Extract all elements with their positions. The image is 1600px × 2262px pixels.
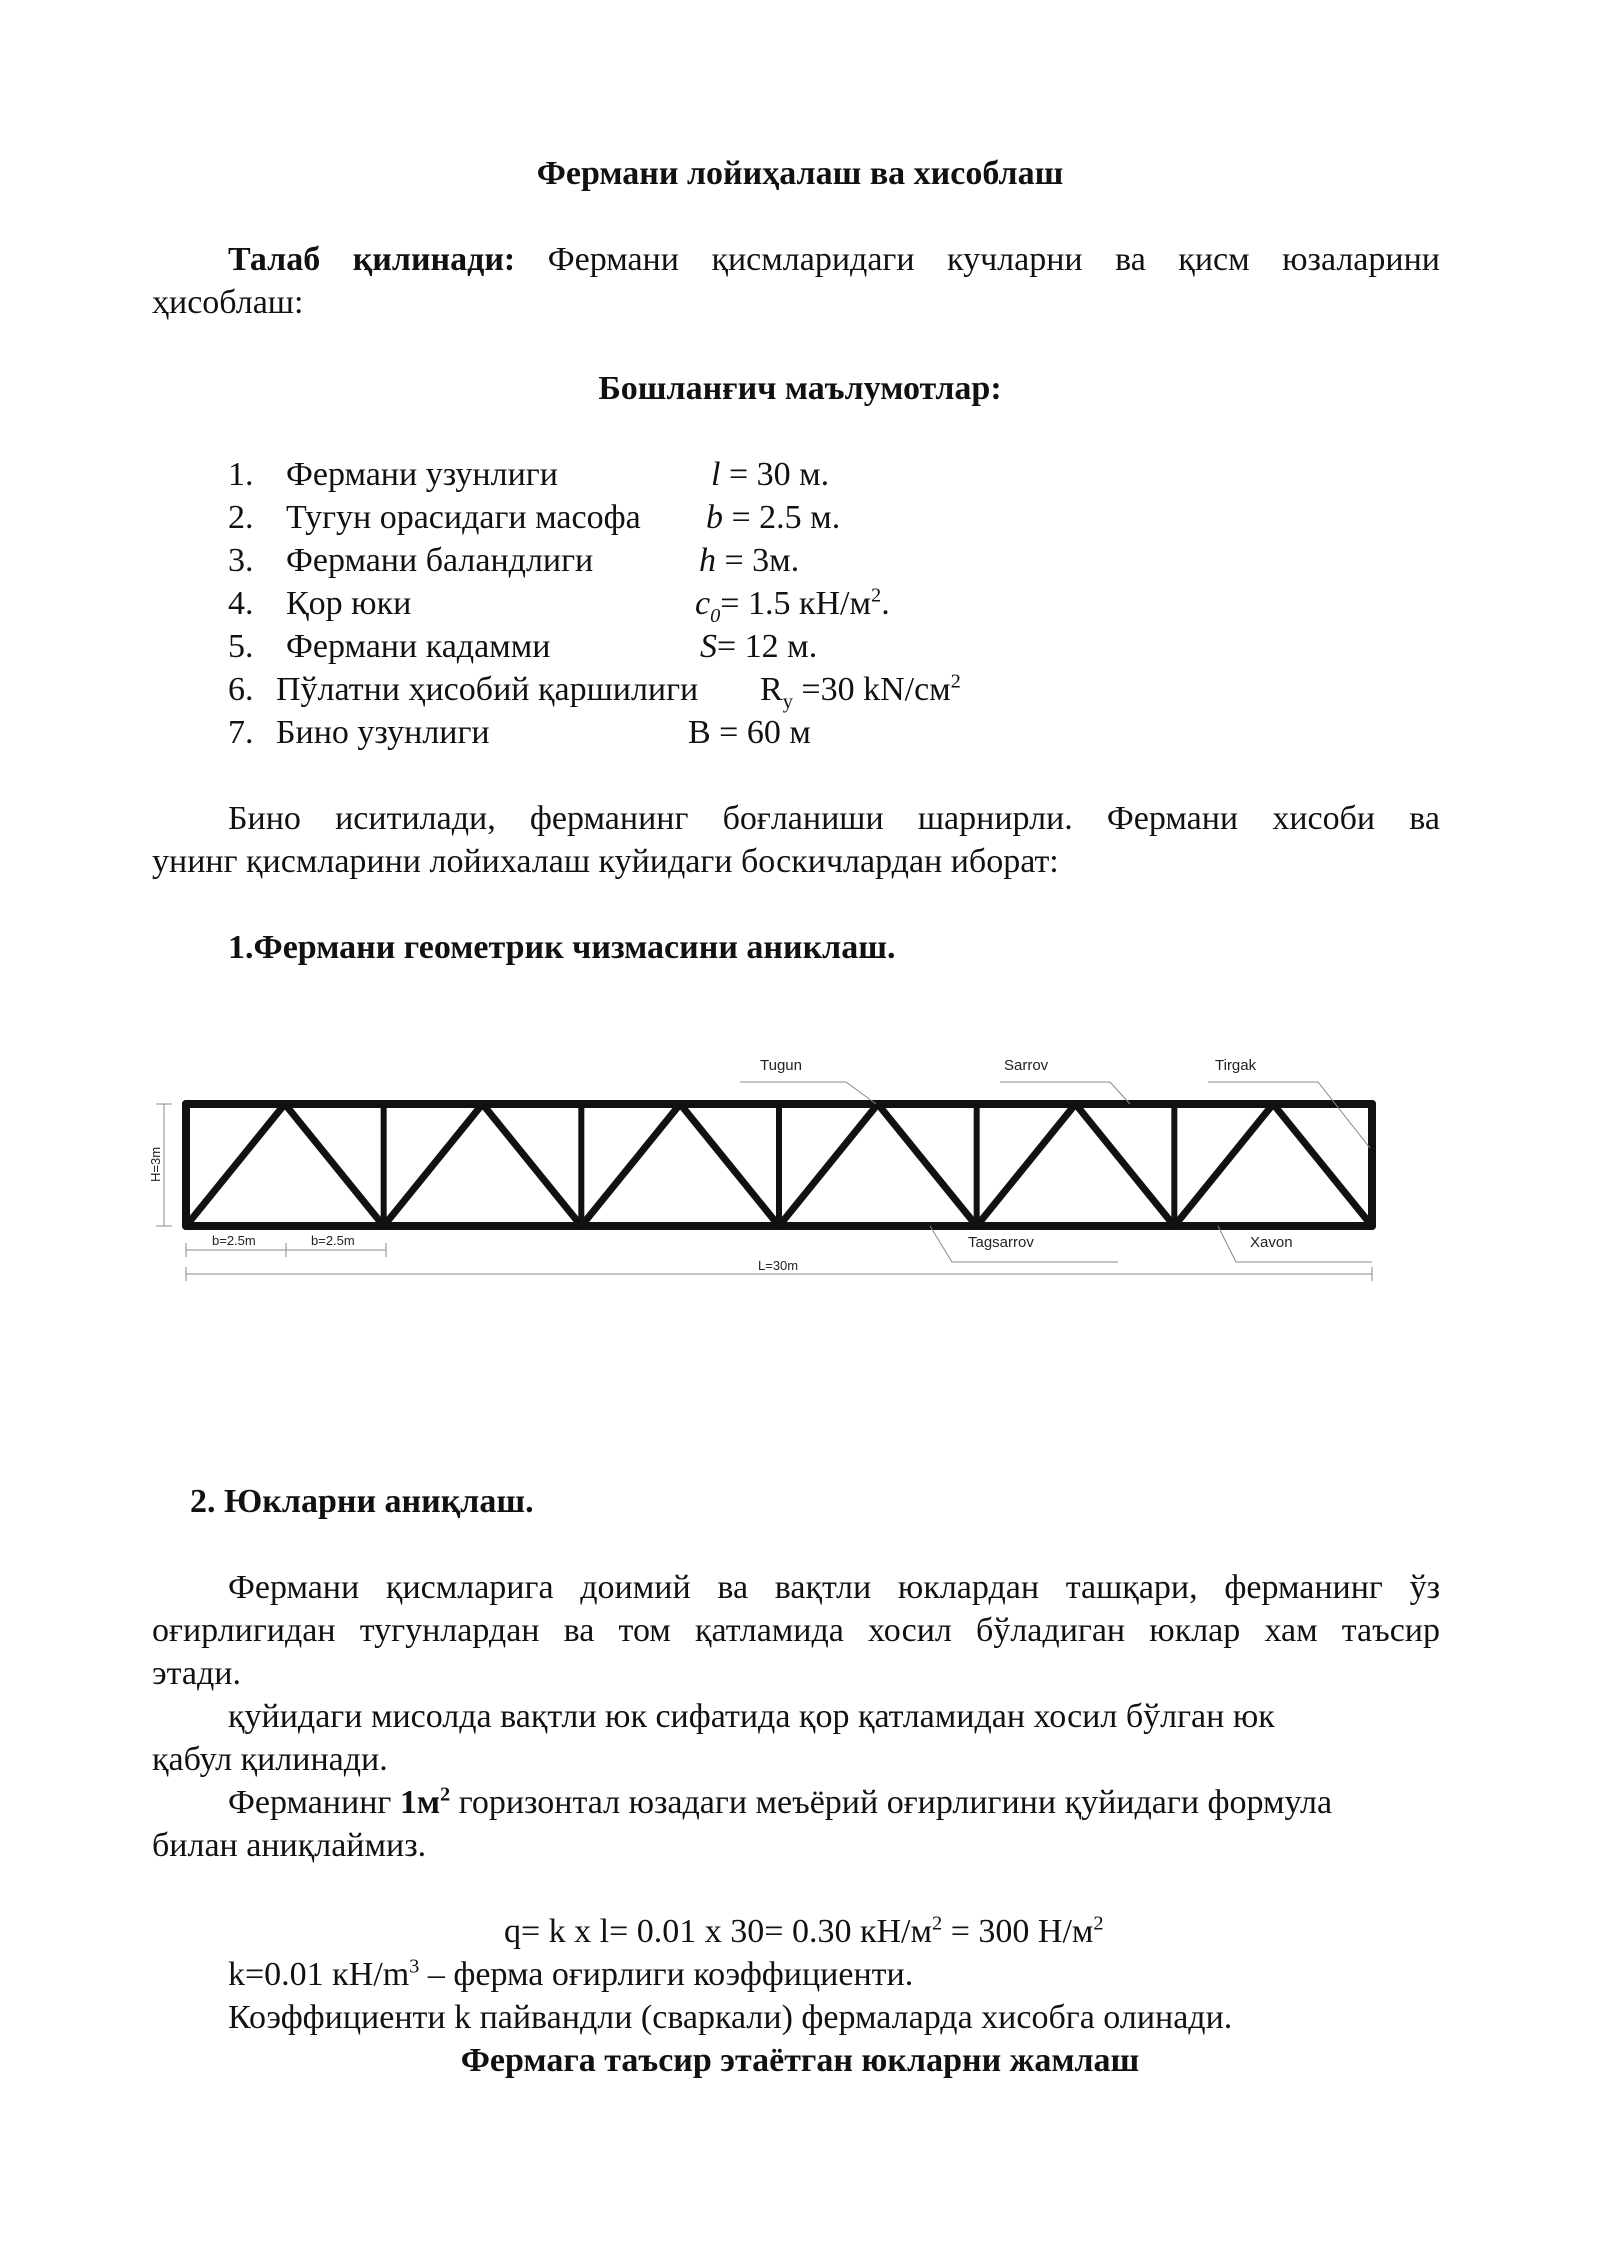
diagonal	[680, 1104, 779, 1226]
label-tirgak: Tirgak	[1215, 1057, 1257, 1074]
truss-members	[186, 1104, 1372, 1226]
diagonal	[384, 1104, 483, 1226]
list-item: 5. Фермани кадамми S= 12 м.	[228, 628, 818, 665]
paragraph-1-line2: унинг қисмларини лойихалаш куйидаги боскичлардан иборат:	[152, 843, 1059, 880]
diagonal	[581, 1104, 680, 1226]
label-b2: b=2.5m	[311, 1233, 355, 1248]
list-item: 3. Фермани баландлиги h = 3м.	[228, 542, 800, 579]
section-heading-2: 2. Юкларни аниқлаш.	[190, 1483, 534, 1520]
paragraph-2-line3: этади.	[152, 1655, 241, 1692]
paragraph-4-line2: билан аниқлаймиз.	[152, 1827, 427, 1864]
diagonal	[878, 1104, 977, 1226]
paragraph-1-line1: Бино иситилади, ферманинг боғланиши шарнирли. Фермани хисоби ва	[228, 800, 1440, 837]
list-item: 4. Қор юки $c_0= 1.5$ $кН/м^2$.	[228, 584, 890, 627]
section-heading-1: 1.Фермани геометрик чизмасини аниклаш.	[228, 929, 896, 966]
loads-summary-heading: Фермага таъсир этаётган юкларни жамлаш	[460, 2042, 1140, 2079]
diagonal	[779, 1104, 878, 1226]
truss-annotations	[156, 1082, 1372, 1281]
paragraph-3-line2: қабул қилинади.	[152, 1741, 388, 1778]
list-item: 6. Пўлатни ҳисобий қаршилиги $R_y =30$ $kN/см^2$	[228, 670, 961, 713]
label-length: L=30m	[758, 1258, 799, 1273]
list-item: 7. Бино узунлиги В = 60 м	[228, 714, 811, 751]
diagonal	[483, 1104, 582, 1226]
list-item: 2. Тугун орасидаги масофа b = 2.5 м.	[228, 499, 841, 536]
label-tagsarrov: Tagsarrov	[968, 1234, 1034, 1251]
label-tugun: Tugun	[760, 1057, 802, 1074]
initial-data-heading: Бошланғич маълумотлар:	[598, 370, 1002, 407]
requirement-text: Фермани қисмларидаги кучларни ва қисм юзаларини	[547, 241, 1440, 278]
paragraph-4-line1: Ферманинг $1м^2$ горизонтал юзадаги меъёрий оғирлигини қуйидаги формула	[228, 1783, 1333, 1821]
paragraph-2-line1: Фермани қисмларига доимий ва вақтли юклардан ташқари, ферманинг ўз	[228, 1569, 1440, 1606]
diagonal	[1174, 1104, 1273, 1226]
document-title: Фермани лойиҳалаш ва хисоблаш	[536, 155, 1064, 192]
diagonal	[1273, 1104, 1372, 1226]
paragraph-2-line2: оғирлигидан тугунлардан ва том қатламида хосил бўладиган юклар хам таъсир	[152, 1612, 1440, 1649]
label-xavon: Xavon	[1250, 1234, 1293, 1251]
coefficient-note: Коэффициенти k пайвандли (сваркали) фермаларда хисобга олинади.	[228, 1999, 1233, 2036]
requirement-line2: ҳисоблаш:	[152, 284, 304, 321]
diagonal	[1076, 1104, 1175, 1226]
diagonal	[285, 1104, 384, 1226]
leader-tirgak	[1208, 1082, 1370, 1148]
label-sarrov: Sarrov	[1004, 1057, 1049, 1074]
diagonal	[977, 1104, 1076, 1226]
k-coefficient-line: k=0.01 $кН/m^3$ – ферма оғирлиги коэффициенти.	[228, 1955, 914, 1993]
requirement-label: Талаб қилинади:	[228, 241, 516, 278]
list-item: 1. Фермани узунлиги l = 30 м.	[228, 456, 830, 493]
label-b1: b=2.5m	[212, 1233, 256, 1248]
formula-q: q= k x l= 0.01 x 30= 0.30 $кН/м^2 = 300$ $Н/м^2$	[504, 1912, 1104, 1950]
label-height: H=3m	[148, 1146, 163, 1182]
diagonal	[186, 1104, 285, 1226]
leader-xavon	[1218, 1226, 1372, 1262]
paragraph-3-line1: қуйидаги мисолда вақтли юк сифатида қор қатламидан хосил бўлган юк	[228, 1698, 1275, 1735]
